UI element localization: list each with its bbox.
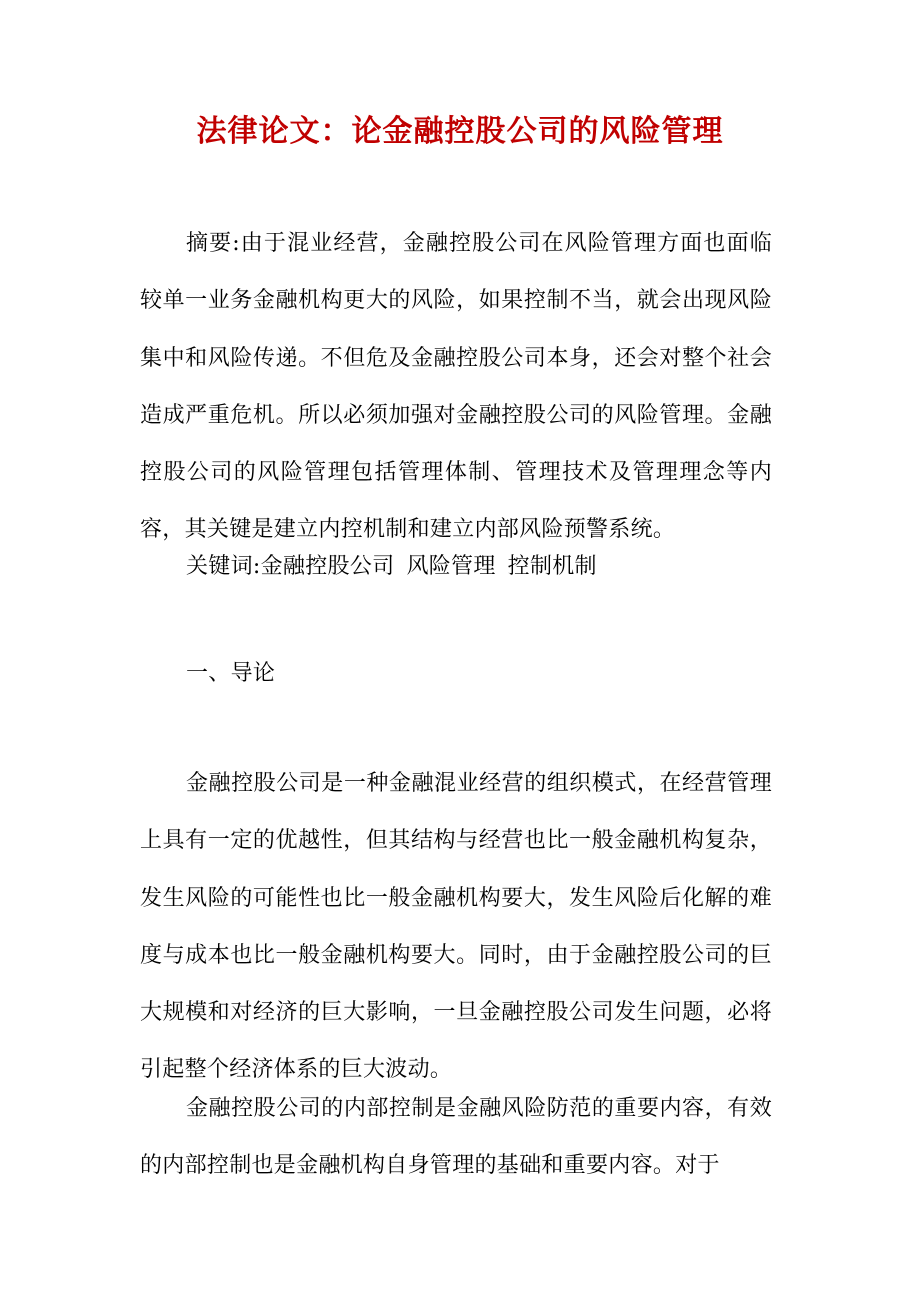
- body-paragraph: 金融控股公司的内部控制是金融风险防范的重要内容，有效的内部控制也是金融机构自身管理的基础和重要内容。对于: [140, 1096, 772, 1179]
- section-heading: 一、导论: [186, 661, 276, 686]
- keywords-label: 关键词:: [186, 554, 261, 579]
- abstract-paragraph: 摘要:由于混业经营，金融控股公司在风险管理方面也面临较单一业务金融机构更大的风险，如果控制不当，就会出现风险集中和风险传递。不但危及金融控股公司本身，还会对整个社会造成严重危机。所以必须加强对金融控股公司的风险管理。金融控股公司的风险管理包括管理体制、管理技术及管理理念等内容，其关键是建立内控机制和建立内部风险预警系统。: [140, 231, 772, 543]
- document-title: 法律论文：论金融控股公司的风险管理: [196, 114, 724, 149]
- keywords-line: [140, 538, 772, 595]
- keyword-1: 金融控股公司: [260, 554, 395, 579]
- keyword-3: 控制机制: [507, 554, 597, 579]
- keyword-2: 风险管理: [406, 554, 496, 579]
- body-paragraph: 金融控股公司是一种金融混业经营的组织模式，在经营管理上具有一定的优越性，但其结构与经营也比一般金融机构复杂，发生风险的可能性也比一般金融机构要大，发生风险后化解的难度与成本也比一般金融机构要大。同时，由于金融控股公司的巨大规模和对经济的巨大影响，一旦金融控股公司发生问题，必将引起整个经济体系的巨大波动。: [140, 771, 772, 1083]
